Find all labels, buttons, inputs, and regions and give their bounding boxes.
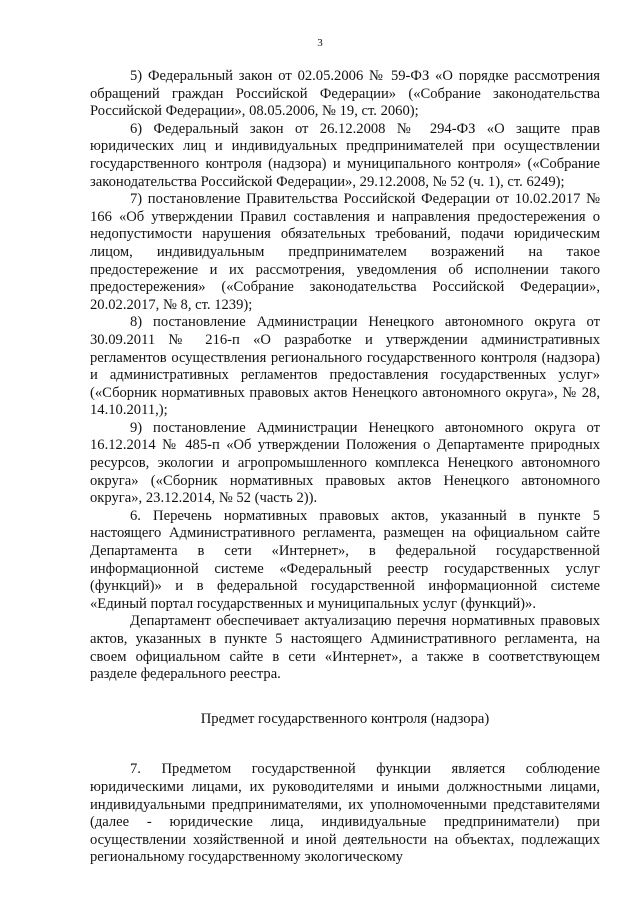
paragraph-department-update: Департамент обеспечивает актуализацию перечня нормативных правовых актов, указанных в пункте 5 настоящего Административного регламента, на своем официальном сайте в сети «Интернет», а также в соответствующем разделе федерального реестра.	[90, 613, 600, 683]
paragraph-item-8: 8) постановление Администрации Ненецкого автономного округа от 30.09.2011 № 216-п «О разработке и утверждении административных регламентов осуществления регионального государственного контроля (надзора) и административных регламентов предоставления государственных услуг» («Сборник нормативных правовых актов Ненецкого автономного округа», № 28, 14.10.2011,);	[90, 314, 600, 419]
paragraph-item-5: 5) Федеральный закон от 02.05.2006 № 59-ФЗ «О порядке рассмотрения обращений граждан Российской Федерации» («Собрание законодательства Российской Федерации», 08.05.2006, № 19, ст. 2060);	[90, 68, 600, 120]
paragraph-item-9: 9) постановление Администрации Ненецкого автономного округа от 16.12.2014 № 485-п «Об утверждении Положения о Департаменте природных ресурсов, экологии и агропромышленного комплекса Ненецкого автономного округа» («Сборник нормативных правовых актов Ненецкого автономного округа», 23.12.2014, № 52 (часть 2)).	[90, 419, 600, 507]
page-number: 3	[317, 37, 323, 49]
paragraph-clause-6: 6. Перечень нормативных правовых актов, указанный в пункте 5 настоящего Административного регламента, размещен на официальном сайте Департамента в сети «Интернет», в федеральной государственной информационной системе «Федеральный реестр государственных услуг (функций)» и в федеральной государственной информационной системе «Единый портал государственных и муниципальных услуг (функций)».	[90, 507, 600, 612]
section-heading: Предмет государственного контроля (надзора)	[200, 710, 490, 727]
paragraph-item-6: 6) Федеральный закон от 26.12.2008 № 294-ФЗ «О защите прав юридических лиц и индивидуальных предпринимателей при осуществлении государственного контроля (надзора) и муниципального контроля» («Собрание законодательства Российской Федерации», 29.12.2008, № 52 (ч. 1), ст. 6249);	[90, 120, 600, 190]
paragraph-clause-7: 7. Предметом государственной функции является соблюдение юридическими лицами, их руководителями и иными должностными лицами, индивидуальными предпринимателями, их уполномоченными представителями (далее - юридические лица, индивидуальные предприниматели) при осуществлении хозяйственной и иной деятельности на объектах, подлежащих региональному государственному экологическому	[90, 761, 600, 866]
paragraph-item-7: 7) постановление Правительства Российской Федерации от 10.02.2017 № 166 «Об утверждении Правил составления и направления предостережения о недопустимости нарушения обязательных требований, подачи юридическим лицом, индивидуальным предпринимателем возражений на такое предостережение и их рассмотрения, уведомления об исполнении такого предостережения» («Собрание законодательства Российской Федерации», 20.02.2017, № 8, ст. 1239);	[90, 191, 600, 313]
document-body	[90, 68, 600, 867]
